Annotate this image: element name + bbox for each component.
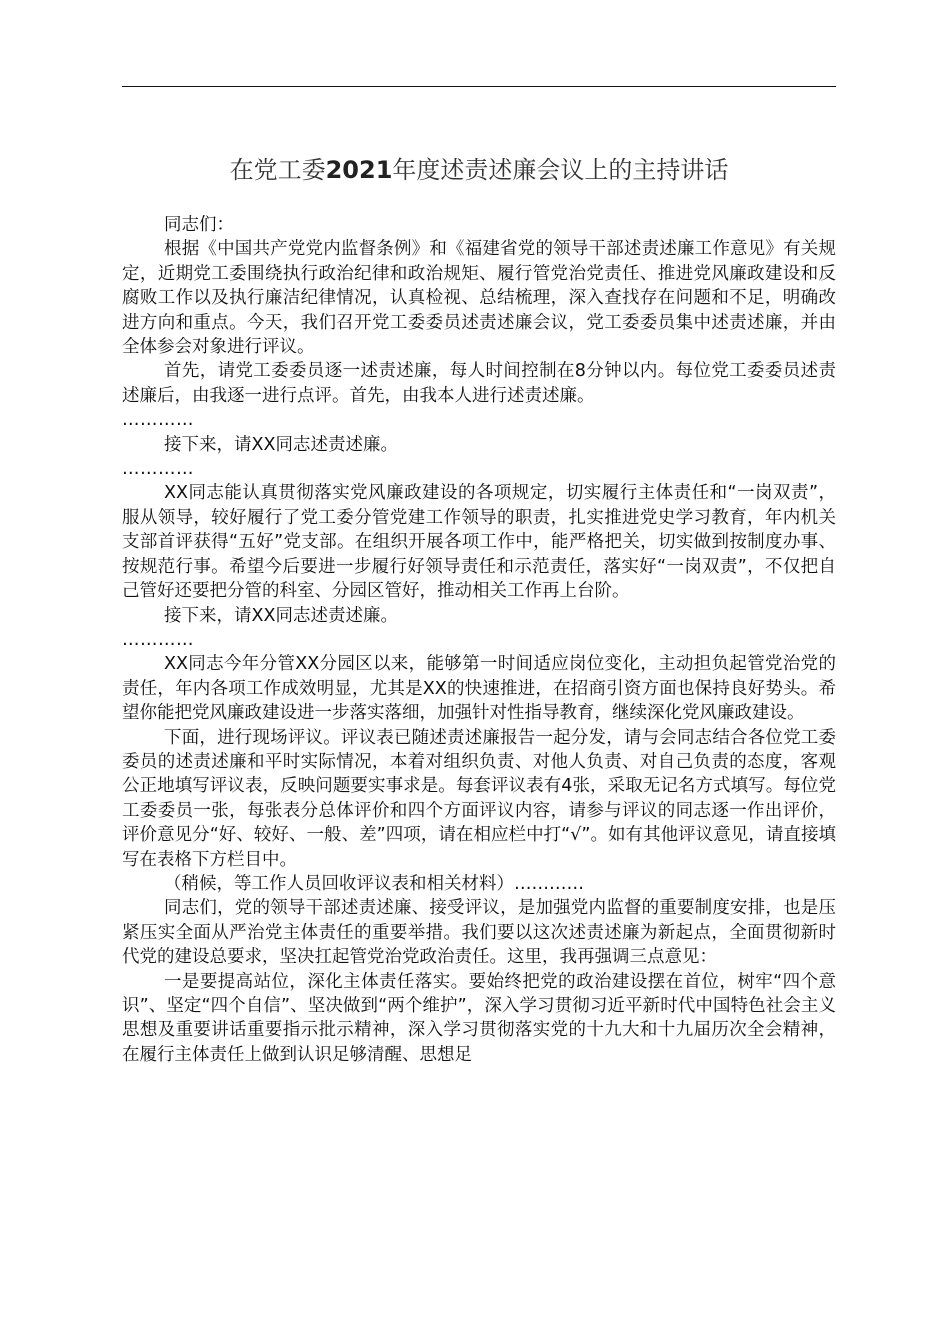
page-title (122, 150, 836, 190)
ellipsis-line: ………… (122, 629, 194, 650)
paragraph: 接下来，请XX同志述责述廉。 (164, 434, 398, 455)
paragraph: 首先，请党工委委员逐一述责述廉，每人时间控制在8分钟以内。每位党工委委员述责述廉后，由我逐一进行点评。首先，由我本人进行述责述廉。 (122, 361, 836, 406)
paragraph: 同志们： (164, 215, 234, 235)
document-body (122, 213, 836, 1067)
title-prefix: 在党工委 (229, 156, 326, 184)
ellipsis-line: ………… (122, 410, 194, 431)
paragraph: （稍候，等工作人员回收评议表和相关材料）………… (164, 873, 584, 894)
title-suffix: 年度述责述廉会议上的主持讲话 (392, 156, 729, 184)
paragraph: 下面，进行现场评议。评议表已随述责述廉报告一起分发，请与会同志结合各位党工委委员的述责述廉和平时实际情况，本着对组织负责、对他人负责、对自己负责的态度，客观公正地填写评议表，反映问题要实事求是。每套评议表有4张，采取无记名方式填写。每位党工委委员一张，每张表分总体评价和四个方面评议内容，请参与评议的同志逐一作出评价，评价意见分“好、较好、一般、差”四项，请在相应栏中打“√”。如有其他评议意见，请直接填写在表格下方栏目中。 (122, 727, 836, 870)
title-year: 2021 (325, 156, 393, 184)
header-rule (122, 86, 836, 87)
paragraph: 同志们，党的领导干部述责述廉、接受评议，是加强党内监督的重要制度安排，也是压紧压实全面从严治党主体责任的重要举措。我们要以这次述责述廉为新起点，全面贯彻新时代党的建设总要求，坚决扛起管党治党政治责任。这里，我再强调三点意见： (122, 898, 836, 968)
paragraph: XX同志能认真贯彻落实党风廉政建设的各项规定，切实履行主体责任和“一岗双责”，服从领导，较好履行了党工委分管党建工作领导的职责，扎实推进党史学习教育，年内机关支部首评获得“五好”党支部。在组织开展各项工作中，能严格把关，切实做到按制度办事、按规范行事。希望今后要进一步履行好领导责任和示范责任，落实好“一岗双责”，不仅把自己管好还要把分管的科室、分园区管好，推动相关工作再上台阶。 (122, 483, 836, 602)
paragraph: 接下来，请XX同志述责述廉。 (164, 605, 398, 626)
paragraph: 根据《中国共产党党内监督条例》和《福建省党的领导干部述责述廉工作意见》有关规定，近期党工委围绕执行政治纪律和政治规矩、履行管党治党责任、推进党风廉政建设和反腐败工作以及执行廉洁纪律情况，认真检视、总结梳理，深入查找存在问题和不足，明确改进方向和重点。今天，我们召开党工委委员述责述廉会议，党工委委员集中述责述廉，并由全体参会对象进行评议。 (122, 239, 836, 358)
ellipsis-line: ………… (122, 459, 194, 480)
paragraph: 一是要提高站位，深化主体责任落实。要始终把党的政治建设摆在首位，树牢“四个意识”、坚定“四个自信”、坚决做到“两个维护”，深入学习贯彻习近平新时代中国特色社会主义思想及重要讲话重要指示批示精神，深入学习贯彻落实党的十九大和十九届历次全会精神，在履行主体责任上做到认识足够清醒、思想足 (122, 971, 836, 1065)
paragraph: XX同志今年分管XX分园区以来，能够第一时间适应岗位变化，主动担负起管党治党的责任，年内各项工作成效明显，尤其是XX的快速推进，在招商引资方面也保持良好势头。希望你能把党风廉政建设进一步落实落细，加强针对性指导教育，继续深化党风廉政建设。 (122, 654, 836, 724)
